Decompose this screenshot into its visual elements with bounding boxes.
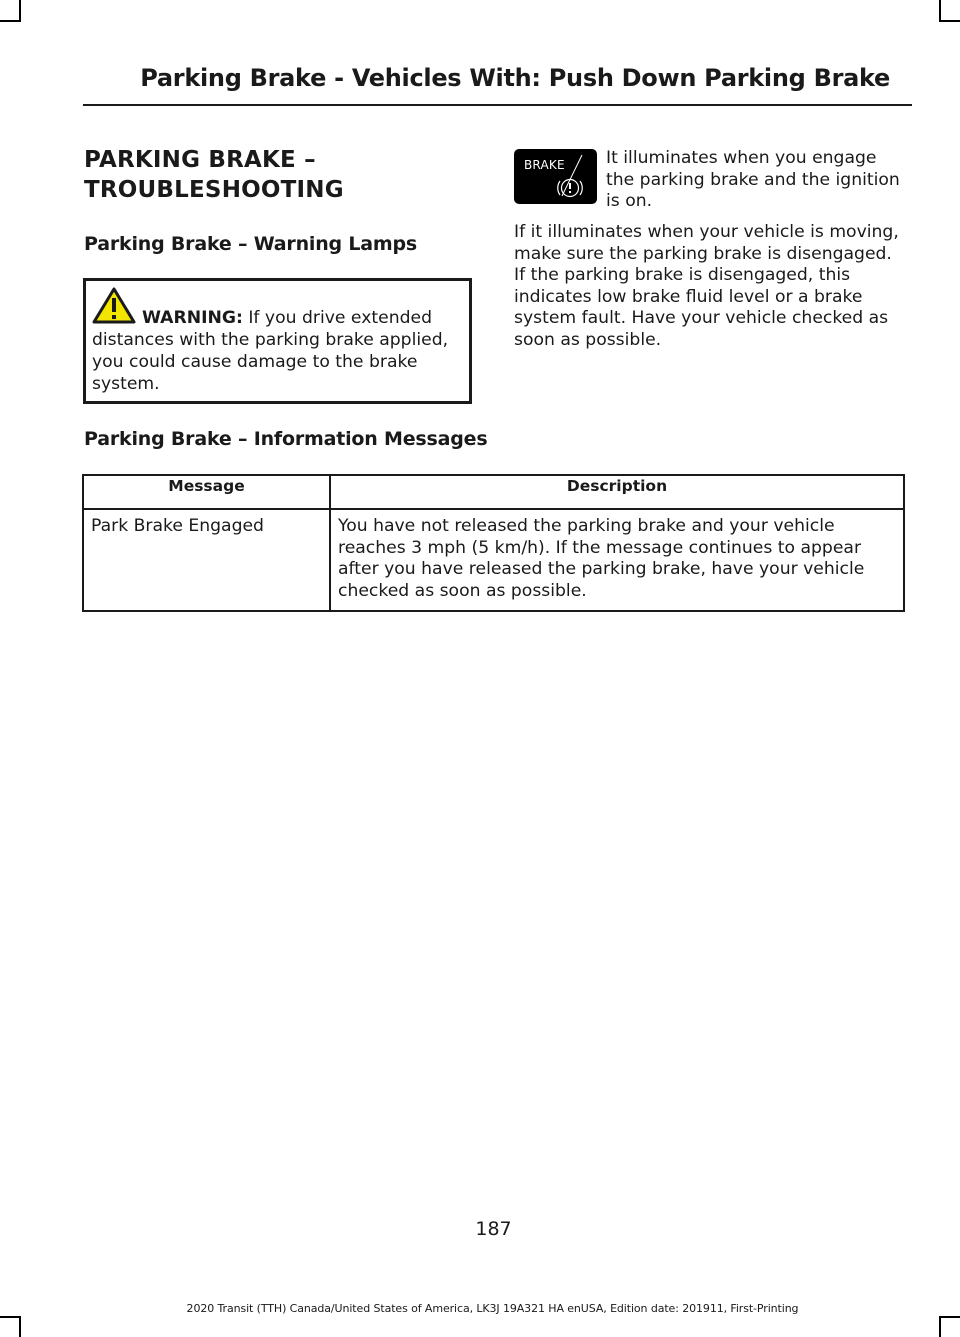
crop-mark xyxy=(939,0,941,22)
warning-box xyxy=(83,278,472,404)
crop-mark xyxy=(19,1316,21,1337)
warning-lamps-heading: Parking Brake – Warning Lamps xyxy=(84,233,417,255)
lamp-description: It illuminates when you engage the parking brake and the ignition is on. xyxy=(606,148,900,211)
crop-mark xyxy=(0,1316,20,1318)
warning-body: If you drive extended distances with the parking brake applied, you could cause damage to the brake system. xyxy=(92,308,449,394)
crop-mark xyxy=(940,20,960,22)
header-rule xyxy=(83,104,912,106)
page-number: 187 xyxy=(475,1218,512,1240)
brake-lamp-label: BRAKE xyxy=(524,158,565,172)
information-messages-heading: Parking Brake – Information Messages xyxy=(84,428,488,450)
column-header-message: Message xyxy=(83,475,330,509)
information-messages-table xyxy=(82,474,905,612)
crop-mark xyxy=(19,0,21,22)
description-cell: You have not released the parking brake and your vehicle reaches 3 mph (5 km/h). If the message continues to appear after you have released the parking brake, have your vehicle checked as soon as possible. xyxy=(330,509,904,611)
warning-label: WARNING: xyxy=(142,308,243,328)
page-header-title: Parking Brake - Vehicles With: Push Down Parking Brake xyxy=(140,64,890,92)
section-title xyxy=(84,145,464,205)
crop-mark xyxy=(0,20,20,22)
message-cell: Park Brake Engaged xyxy=(83,509,330,611)
table-row xyxy=(83,509,904,611)
crop-mark xyxy=(939,1316,941,1337)
section-title-line-2: TROUBLESHOOTING xyxy=(84,177,344,203)
lamp-moving-paragraph: If it illuminates when your vehicle is moving, make sure the parking brake is disengaged. If the parking brake is disengaged, this indicates low brake fluid level or a brake system fault. Have your vehicle checked as soon as possible. xyxy=(514,222,899,350)
page-footer: 2020 Transit (TTH) Canada/United States of America, LK3J 19A321 HA enUSA, Edition date: 201911, First-Printing xyxy=(186,1302,799,1315)
section-title-line-1: PARKING BRAKE – xyxy=(84,147,316,173)
brake-warning-lamp-icon xyxy=(514,149,597,204)
column-header-description: Description xyxy=(330,475,904,509)
warning-text xyxy=(92,307,463,395)
table-header-row xyxy=(83,475,904,509)
crop-mark xyxy=(940,1316,960,1318)
